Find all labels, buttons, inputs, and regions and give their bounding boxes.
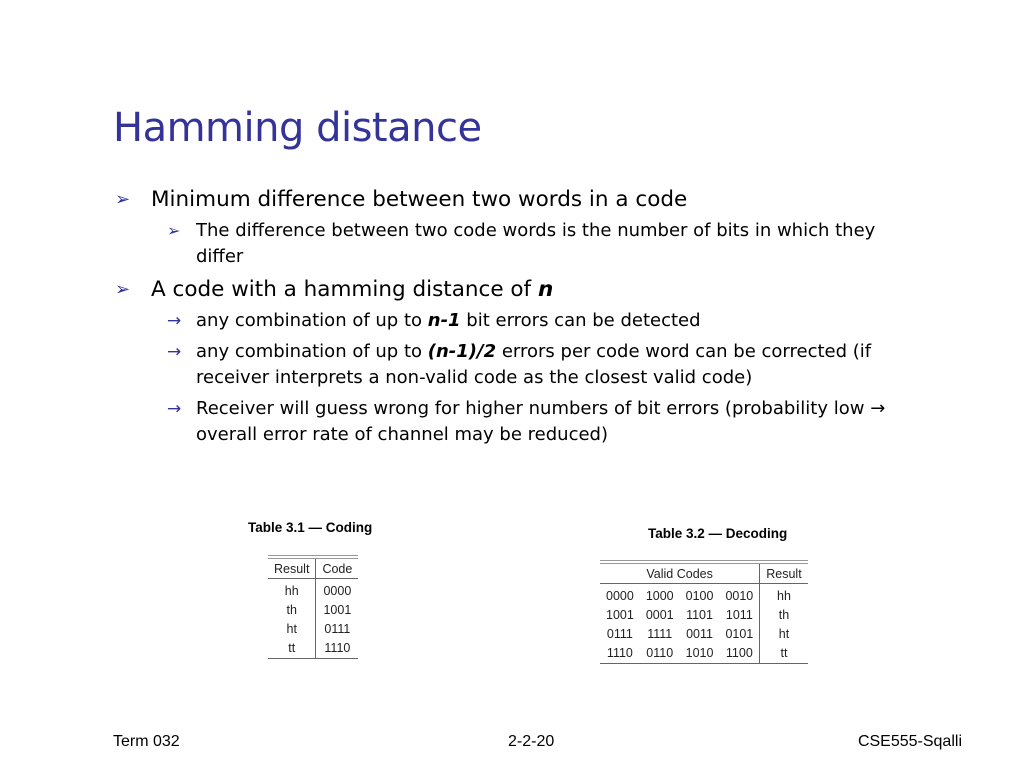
sub-bullet-text: any combination of up to [196,341,428,362]
sub-bullet-text: overall error rate of channel may be reduced) [196,424,608,445]
arrowhead-bullet-icon: ➢ [115,279,131,300]
coding-table [268,555,358,659]
inline-arrow-icon: → [870,398,886,419]
decoding-table [600,560,808,664]
table-cell: th [778,608,790,622]
table1-caption: Table 3.1 — Coding [248,520,373,535]
table-row [268,639,358,659]
sub-bullet-text: bit errors can be detected [460,310,701,331]
table-cell: 1110 [316,639,358,659]
table1-header-code: Code [316,557,358,579]
table-cell: 0111 [606,627,633,641]
table-cell: 1011 [719,606,759,625]
sub-bullet-difference [113,218,913,270]
table-row [600,606,808,625]
table-cell: 1010 [680,644,720,664]
table-cell: 0000 [323,584,352,598]
right-arrow-icon: → [167,342,182,362]
table-row [600,644,808,664]
sub-bullet-text: errors per code word can be corrected (if receiver interprets a non-valid code as the closest valid code) [196,341,872,388]
table-cell: 1001 [323,603,352,617]
table2-header-result: Result [760,562,808,584]
footer-course: CSE555-Sqalli [857,733,962,750]
table-cell: 1101 [686,608,713,622]
table-row [268,620,358,639]
arrowhead-bullet-icon: ➢ [115,189,131,210]
table-cell: ht [268,620,316,639]
table-cell: 1111 [647,627,673,641]
footer-date: 2-2-20 [508,733,555,750]
table-cell: ht [778,627,790,641]
table-row [600,584,808,607]
table-cell: tt [268,639,316,659]
bullet-minimum-difference [113,185,913,215]
table2-caption: Table 3.2 — Decoding [648,526,788,541]
bullet-text: Minimum difference between two words in a code [151,187,688,212]
sub-bullet-text: any combination of up to [196,310,428,331]
arrowhead-bullet-icon: ➢ [167,221,181,240]
table-cell: 1001 [606,608,634,622]
sub-bullet-guess-wrong [113,396,913,448]
slide-title: Hamming distance [113,105,482,151]
emphasis-n-1: n-1 [427,310,461,331]
table-cell: hh [777,589,791,603]
table-cell: 0111 [324,622,351,636]
right-arrow-icon: → [167,399,182,419]
table-cell: 0000 [606,589,634,603]
table-cell: th [268,601,316,620]
table-cell: 0110 [640,644,680,664]
footer-term: Term 032 [113,733,180,750]
emphasis-n: n [537,277,554,302]
table1-header-result: Result [268,557,316,579]
emphasis-n-1-over-2: (n-1)/2 [427,341,497,362]
right-arrow-icon: → [167,311,182,331]
sub-bullet-text: The difference between two code words is the number of bits in which they differ [196,220,876,267]
table-cell: 0001 [645,608,674,622]
table-row [268,579,358,602]
table-cell: 0010 [719,584,759,607]
sub-bullet-corrected [113,339,913,391]
table-row [600,625,808,644]
table2-header-valid-codes: Valid Codes [600,562,760,584]
table-row [268,601,358,620]
bullet-list [113,185,913,453]
bullet-hamming-distance [113,275,913,305]
bullet-text: A code with a hamming distance of [151,277,538,302]
table-cell: 1110 [600,644,640,664]
sub-bullet-detected [113,308,913,334]
table-cell: hh [268,579,316,602]
table-cell: tt [760,644,808,664]
table-cell: 0100 [685,589,714,603]
table-cell: 0011 [686,627,713,641]
table-cell: 1100 [719,644,759,664]
sub-bullet-text: Receiver will guess wrong for higher numbers of bit errors (probability low [196,398,871,419]
table-cell: 0101 [719,625,759,644]
table-cell: 1000 [645,589,674,603]
